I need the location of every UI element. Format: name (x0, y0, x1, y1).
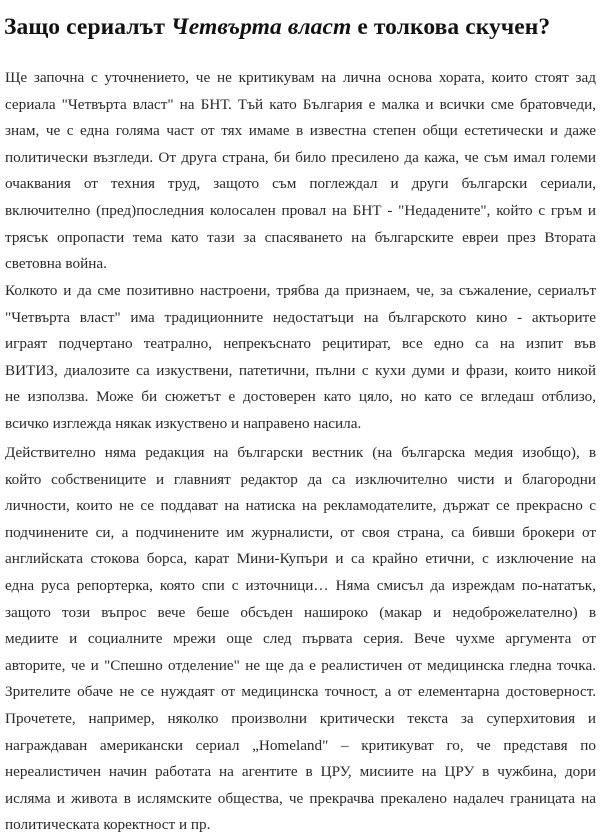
article-title (4, 14, 550, 41)
text-line: ВИТИЗ, диалозите са изкуствени, патетични, пълни с кухи думи и фрази, които никой (5, 361, 596, 379)
text-line: политическата коректност и пр. (5, 816, 211, 834)
text-line: подчинените си, а подчинените им журналисти, от своя страна, са бивши брокери от (5, 523, 596, 541)
text-line: световна война. (5, 255, 107, 273)
paragraph-1 (5, 65, 596, 278)
text-line: политически възгледи. От друга страна, би било пресилено да кажа, че съм имал големи (5, 148, 596, 166)
text-line: награждаван американски сериал „Homeland" – критикуват го, че представя по (5, 736, 596, 754)
text-line: който собствениците и главният редактор да са изключително чисти и благородни (5, 470, 596, 488)
text-line: не използва. Може би сюжетът е достоверен като цяло, но като се вгледаш отблизо, (5, 388, 596, 406)
text-line: включително (пред)последния колосален провал на БНТ - "Недадените", който с гръм и (5, 201, 596, 219)
title-prefix: Защо сериалът (4, 13, 172, 40)
text-line: трясък опропасти тема като тази за спасяването на българските евреи през Втората (5, 228, 596, 246)
text-line: "Четвърта власт" има традиционните недостатъци на българското кино - актьорите (5, 308, 596, 326)
text-line: знам, че с една голяма част от тях имаме в известна степен общи естетически и даже (5, 122, 596, 140)
text-line: исляма и живота в ислямските общества, че прекрачва прекалено надалеч границата на (5, 789, 596, 807)
title-series-name: Четвърта власт (171, 13, 352, 40)
text-line: играят подчертано театрално, непрекъснато рецитират, все едно са на изпит във (5, 335, 596, 353)
text-line: английската стокова борса, карат Мини-Купъри и са крайно етични, с изключение на (5, 550, 596, 568)
text-line: Зрителите обаче не се нуждаят от медицинска точност, а от елементарна достоверност. (5, 683, 596, 701)
text-line: Действително няма редакция на български вестник (на българска медия изобщо), в (5, 444, 596, 461)
paragraph-2 (5, 278, 596, 438)
text-line: медиите и социалните мрежи още след първата серия. Вече чухме аргумента от (5, 630, 596, 648)
text-line: Ще започна с уточнението, че не критикувам на лична основа хората, които стоят зад (5, 69, 596, 86)
text-line: очаквания от техния труд, защото съм поглеждал и други български сериали, (5, 175, 596, 193)
text-line: всичко изглежда някак изкуствено и направено насила. (5, 414, 362, 432)
text-line: Колкото и да сме позитивно настроени, трябва да признаем, че, за съжаление, сериалът (5, 282, 596, 299)
text-line: Прочетете, например, няколко произволни критически текста за суперхитовия и (5, 709, 596, 727)
text-line: личности, които не се поддават на натиска на рекламодателите, държат се прекрасно с (5, 497, 596, 515)
title-suffix: е толкова скучен? (351, 13, 551, 40)
text-line: една руса репортерка, която спи с източници… Няма смисъл да изреждам по-нататък, (5, 576, 596, 594)
text-line: авторите, че и "Спешно отделение" не ще да е реалистичен от медицинска гледна точка. (5, 656, 596, 674)
paragraph-3 (5, 440, 596, 839)
text-line: нереалистичен начин работата на агентите в ЦРУ, мисиите на ЦРУ в чужбина, дори (5, 763, 596, 781)
text-line: сериала "Четвърта власт" на БНТ. Тъй като България е малка и всички сме братовчеди, (5, 95, 596, 113)
text-line: защото този въпрос вече беше обсъден нашироко (макар и недоброжелателно) в (5, 603, 596, 621)
